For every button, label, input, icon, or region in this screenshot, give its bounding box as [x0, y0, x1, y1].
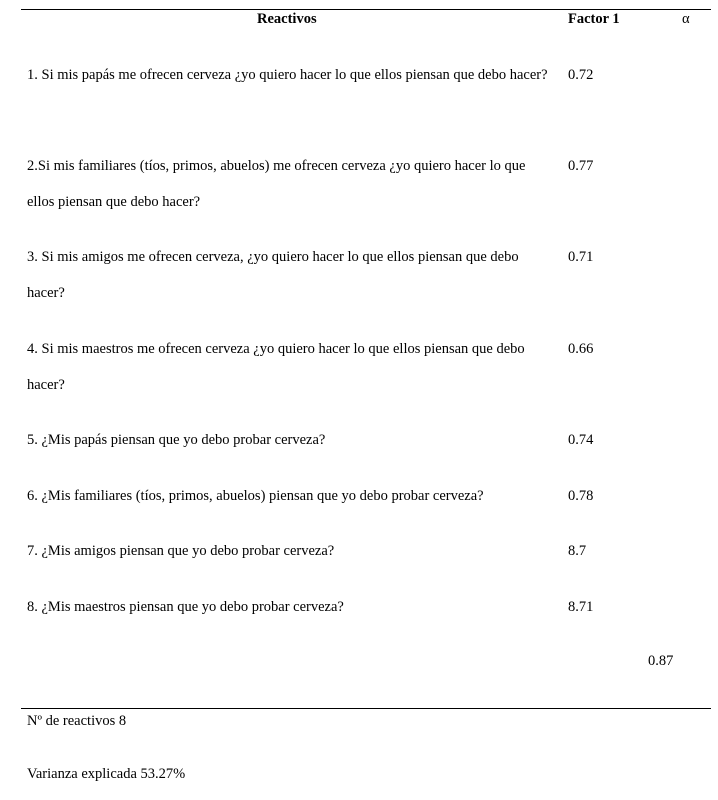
item-text: 3. Si mis amigos me ofrecen cerveza, ¿yo quiero hacer lo que ellos piensan que debo hacer? [27, 249, 519, 301]
table-top-rule [21, 9, 711, 10]
factor-loading: 0.77 [568, 158, 594, 174]
item-text: 5. ¿Mis papás piensan que yo debo probar cerveza? [27, 432, 326, 448]
factor-loading: 8.71 [568, 599, 594, 615]
item-text: 6. ¿Mis familiares (tíos, primos, abuelos) piensan que yo debo probar cerveza? [27, 488, 484, 504]
factor-loading: 0.72 [568, 67, 594, 83]
variance-note: Varianza explicada 53.27% [27, 766, 186, 782]
column-header-factor: Factor 1 [568, 11, 620, 27]
column-header-alpha: α [682, 11, 690, 27]
item-text: 7. ¿Mis amigos piensan que yo debo probar cerveza? [27, 543, 335, 559]
factor-loading: 0.74 [568, 432, 594, 448]
alpha-value: 0.87 [648, 653, 674, 669]
factor-loading: 0.71 [568, 249, 594, 265]
item-text: 4. Si mis maestros me ofrecen cerveza ¿yo quiero hacer lo que ellos piensan que debo hacer? [27, 341, 525, 393]
factor-loading: 0.66 [568, 341, 594, 357]
factor-loading: 8.7 [568, 543, 587, 559]
table-bottom-rule [21, 708, 711, 709]
item-text: 1. Si mis papás me ofrecen cerveza ¿yo quiero hacer lo que ellos piensan que debo hacer? [27, 67, 548, 83]
column-header-items: Reactivos [257, 11, 317, 27]
item-text: 2.Si mis familiares (tíos, primos, abuelos) me ofrecen cerveza ¿yo quiero hacer lo que ellos piensan que debo hacer? [27, 158, 526, 210]
item-count-note: Nº de reactivos 8 [27, 713, 127, 729]
item-text: 8. ¿Mis maestros piensan que yo debo probar cerveza? [27, 599, 344, 615]
factor-loading: 0.78 [568, 488, 594, 504]
